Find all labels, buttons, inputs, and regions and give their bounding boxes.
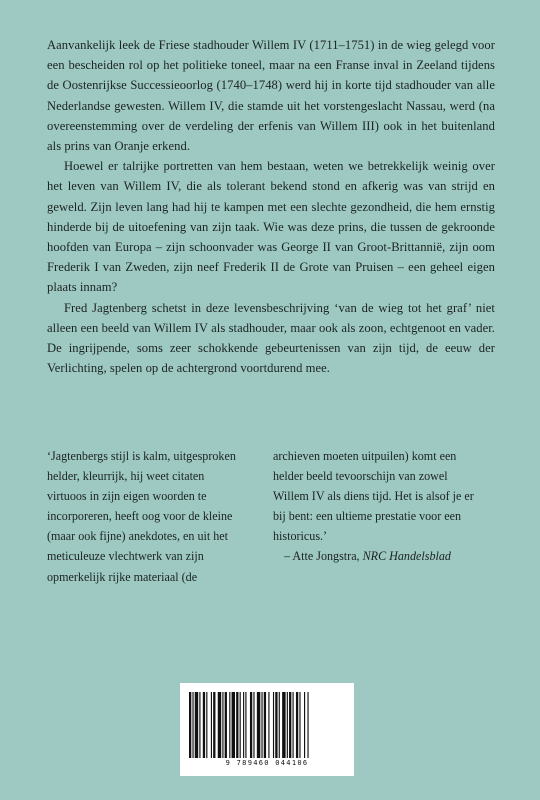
barcode-bar xyxy=(282,692,285,758)
isbn-barcode xyxy=(180,683,354,776)
barcode-bar xyxy=(203,692,205,758)
barcode-bar xyxy=(304,692,305,758)
blurb-text xyxy=(47,35,495,378)
blurb-paragraph-1: Aanvankelijk leek de Friese stadhouder Willem IV (1711–1751) in de wieg gelegd voor een bescheiden rol op het politieke toneel, maar na een Franse inval in Zeeland tijdens de Oostenrijkse Successieoorlog (1740–1748) werd hij in korte tijd stadhouder van alle Nederlandse gewesten. Willem IV, die stamde uit het vorstengeslacht Nassau, werd (na overeenstemming over de verdeling der erfenis van Willem III) ook in het buitenland als prins van Oranje erkend. xyxy=(47,38,495,154)
review-quote-part-1: ‘Jagtenbergs stijl is kalm, uitgesproken helder, kleurrijk, hij weet citaten virtuoos in zijn eigen woorden te incorporeren, heeft oog voor de kleine (maar ook fijne) anekdotes, en uit het meticuleuze vlechtwerk van zijn opmerkelijk rijke materiaal (de xyxy=(47,449,236,584)
review-quote-part-2: archieven moeten uitpuilen) komt een helder beeld tevoorschijn van zowel Willem IV als diens tijd. Het is alsof je er bij bent: een ultieme prestatie voor een historicus.’ xyxy=(273,449,474,544)
isbn-number: 9 789460 044106 xyxy=(225,759,309,767)
review-quote-right-column xyxy=(273,446,485,567)
review-attribution-name: – Atte Jongstra, xyxy=(284,549,363,564)
barcode-bar xyxy=(307,692,308,758)
barcode-bar xyxy=(279,692,280,758)
barcode-bar xyxy=(218,692,221,758)
barcode-bar xyxy=(273,692,274,758)
barcode-bar xyxy=(232,692,235,758)
barcode-bars xyxy=(189,692,345,758)
barcode-bar xyxy=(264,692,266,758)
barcode-bar xyxy=(296,692,298,758)
barcode-bar xyxy=(211,692,212,758)
barcode-bar xyxy=(257,692,260,758)
barcode-bar xyxy=(222,692,223,758)
barcode-bar xyxy=(261,692,262,758)
barcode-bar xyxy=(287,692,288,758)
barcode-bar xyxy=(293,692,294,758)
barcode-bar xyxy=(240,692,241,758)
barcode-bar xyxy=(213,692,215,758)
barcode-bar xyxy=(268,692,269,758)
barcode-bar xyxy=(299,692,300,758)
barcode-bar xyxy=(243,692,244,758)
blurb-paragraph-2: Hoewel er talrijke portretten van hem bestaan, weten we betrekkelijk weinig over het leven van Willem IV, die als tolerant bekend stond en afkerig was van strijd en geweld. Zijn leven lang had hij te kampen met een slechte gezondheid, die hem ernstig hinderde bij de uitoefening van zijn taak. Wie was deze prins, die tussen de gekroonde hoofden van Europa – zijn schoonvader was George II van Groot-Brittannië, zijn oom Frederik I van Zweden, zijn neef Frederik II de Grote van Pruisen – een geheel eigen plaats innam? xyxy=(47,159,495,295)
barcode-bar xyxy=(253,692,254,758)
barcode-bar xyxy=(275,692,277,758)
barcode-bar xyxy=(225,692,227,758)
blurb-paragraph-3: Fred Jagtenberg schetst in deze levensbeschrijving ‘van de wieg tot het graf’ niet alleen een beeld van Willem IV als stadhouder, maar ook als zoon, echtgenoot en vader. De ingrijpende, soms zeer schokkende gebeurtenissen van zijn tijd, de eeuw der Verlichting, spelen op de achtergrond voortdurend mee. xyxy=(47,300,495,376)
barcode-bar xyxy=(195,692,198,758)
barcode-bar xyxy=(289,692,291,758)
barcode-bar xyxy=(189,692,191,758)
barcode-bar xyxy=(206,692,207,758)
review-attribution-source: NRC Handelsblad xyxy=(362,549,451,564)
review-attribution xyxy=(273,546,485,566)
barcode-bar xyxy=(236,692,238,758)
barcode-bar xyxy=(192,692,193,758)
barcode-bar xyxy=(229,692,230,758)
review-quote-left-column xyxy=(47,446,243,587)
barcode-bar xyxy=(199,692,200,758)
barcode-bar xyxy=(245,692,246,758)
barcode-bar xyxy=(250,692,252,758)
